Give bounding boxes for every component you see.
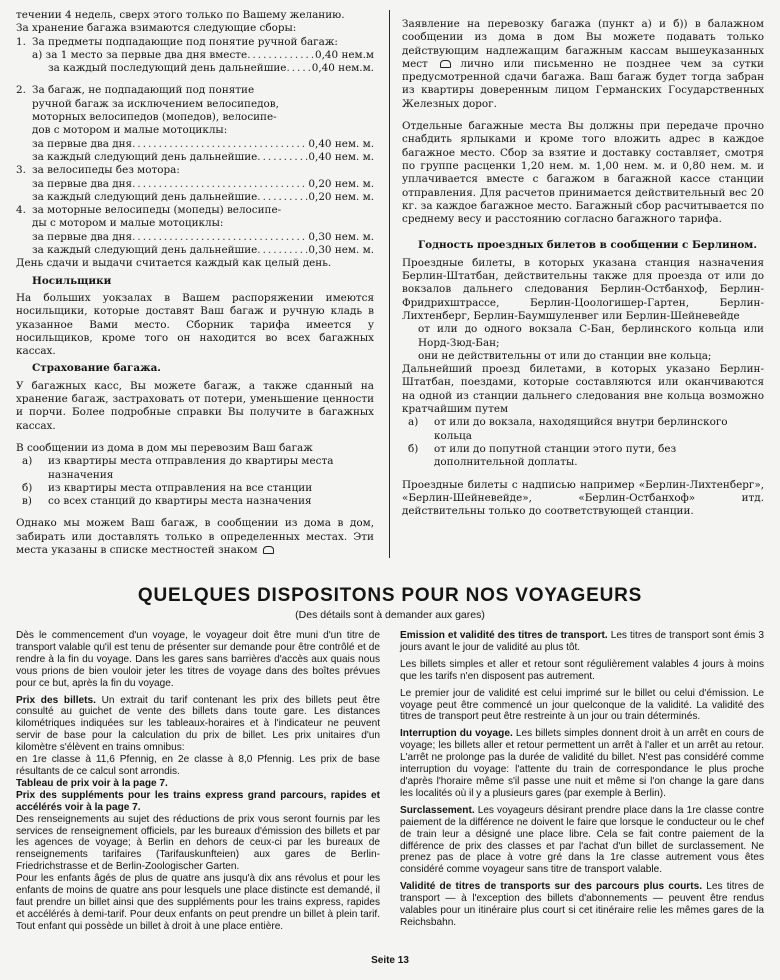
page-number: Seite 13	[371, 955, 409, 966]
luggage-application-text: Заявление на перевозку багажа (пункт а) и б)) в балажном сообщении из дома в дом Вы можете подавать только действующим надлежащим багажным кассам вышеуказанных мест лично или письменно не позднее чем за сутки предусмотренной сдачи багажа. Ваш багаж будет тогда забран из квартиры доверенным лицом Германских Государственных Железных дорог.	[402, 18, 764, 110]
berlin-tickets-heading: Годность проездных билетов в сообщении с Берлином.	[418, 239, 757, 252]
french-right-column	[400, 630, 764, 929]
fee-row: за каждый следующий день дальнейшие ..... 0,40 нем. м.	[32, 151, 374, 164]
fr-price-table-ref: Tableau de prix voir à la page 7.	[16, 777, 168, 789]
fee-row: за первые два дня ..... 0,30 нем. м.	[32, 231, 374, 244]
list-item: а) из квартиры места отправления до квартиры места назначения	[22, 455, 334, 481]
list-item: в) со всех станций до квартиры места назначения	[22, 495, 312, 508]
fr-children: Pour les enfants âgés de plus de quatre ans jusqu'à dix ans révolus et pour les enfants de moins de quatre ans pour lesquels une place distincte est demandé, il faut prendre un billet ainsi que des suppléments pour les trains express, rapides et accélérés à demi-tarif. Pour deux enfants on peut prendre un billet à plein tarif. Tout enfant qui possède un billet à droit à une place entière.	[16, 873, 380, 932]
fee-item-4: 4. за моторные велосипеды (мопеды) велосипе- ды с мотором и малые мотоциклы:	[16, 204, 282, 230]
station-symbol-icon	[263, 546, 274, 554]
transport-intro: В сообщении из дома в дом мы перевозим Ваш багаж	[16, 441, 313, 454]
fee-item-3: 3. за велосипеды без мотора:	[16, 164, 180, 177]
list-item: б) из квартиры места отправления на все станции	[22, 481, 313, 494]
insurance-heading: Страхование багажа.	[32, 362, 161, 375]
fee-row: за каждый следующий день дальнейшие ..... 0,30 нем. м.	[32, 244, 374, 257]
fee-row: за первые два дня ..... 0,20 нем. м.	[32, 178, 374, 191]
porters-heading: Носильщики	[32, 274, 112, 287]
fee-row: за каждый последующий день дальнейшие ..... 0,40 нем.м.	[32, 62, 374, 75]
berlin-ring-text: от или до одного вокзала С-Бан, берлинского кольца или Норд-Зюд-Бан;	[418, 323, 764, 349]
fees-intro: За хранение багажа взимаются следующие сборы:	[16, 22, 297, 35]
french-left-column	[16, 630, 380, 933]
fr-shorter-routes: Validité de titres de transports sur des parcours plus courts. Les titres de transport — à l'exception des billets d'abonnements — peuvent être rendus valables pour un itinéraire plus court si cet itinéraire relie les mêmes gares de la Reichsbahn.	[400, 881, 764, 928]
berlin-tickets-text: Проездные билеты, в которых указана станция назначения Берлин-Штатбан, действительны также для проезда от или до вокзалов дальнего следования Берлин-Остбанхоф, Берлин-Фридрихштрассе, Берлин-Цоологишер-Гартен, Берлин-Лихтенберг, Берлин-Баумшуленвег или Берлин-Шейневейде	[402, 256, 764, 322]
porters-text: На больших уокзалах в Вашем распоряжении имеются носильщики, которые доставят Ваш багаж и ручную кладь в указанное Вами место. Сборник тарифа имеется у носильщиков, кроме того он находится во всех багажных кассах.	[16, 291, 374, 358]
inscribed-tickets-text: Проездные билеты с надписью например «Берлин-Лихтенберг», «Берлин-Шейневейде», «Берлин-Остбанхоф» итд. действительны только до соответствующей станции.	[402, 478, 764, 518]
fr-reductions: Des renseignements au sujet des réductions de prix vous seront fournis par les services de renseignement officiels, par les bureaux d'émission des billets et par les agences de voyage; à Berlin en dehors de ceux-ci par les bureaux de renseignements tarifaires (Tarifauskunfteien) aux gares de Berlin-Friedrichstrasse et de Berlin-Zoologischer Garten.	[16, 813, 380, 873]
berlin-outside-text: они не действительны от или до станции вне кольца;	[418, 349, 712, 362]
fr-ticket-prices: Prix des billets. Un extrait du tarif contenant les prix des billets peut être consulté au guichet de vente des billets dans toute gare. Les distances kilométriques indiquées sur les tableaux-horaires et à l'indicateur ne peuvent servir de base pour la calculation du prix de billet. Les prix unitaires d'un kilomètre s'élèvent en trains omnibus:	[16, 694, 380, 754]
fee-item-1: 1. За предметы подпадающие под понятие ручной багаж:	[16, 35, 338, 48]
column-divider	[389, 10, 390, 558]
french-subtitle: (Des détails sont à demander aux gares)	[295, 609, 485, 621]
station-symbol-icon	[440, 60, 451, 68]
french-title: QUELQUES DISPOSITONS POUR NOS VOYAGEURS	[137, 585, 643, 606]
intro-text: течении 4 недель, сверх этого только по Вашему желанию.	[16, 9, 345, 21]
fee-row: за каждый следующий день дальнейшие ..... 0,20 нем. м.	[32, 191, 374, 204]
day-note: День сдачи и выдачи считается каждый как целый день.	[16, 257, 332, 270]
fr-interruption: Interruption du voyage. Les billets simples donnent droit à un arrêt en cours de voyage; les billets aller et retour permettent un arrêt à l'aller et un arrêt au retour. L'arrêt ne prolonge pas la durée de validité du billet. N'est pas considéré comme interruption du voyage: l'attente du train de correspondance le plus proche d'après l'horaire même s'il passe une nuit et même si l'on change la gare dans les localités où il y a plusieurs gares (par exemple à Berlin).	[400, 728, 764, 799]
fr-class-rates: en 1re classe à 11,6 Pfennig, en 2e classe à 8,0 Pfennig. Les prix de base résultants de ce calcul sont arrondis.	[16, 754, 380, 777]
russian-left-column	[16, 9, 374, 557]
insurance-text: У багажных касс, Вы можете багаж, а также сданный на хранение багаж, застраховать от потери, уменьшение ценности и порчи. Более подробные справки Вы получите в багажных кассах.	[16, 379, 374, 432]
fr-validity: Les billets simples et aller et retour sont régulièrement valables 4 jours à moins que les tarifs n'en disposent pas autrement.	[400, 658, 764, 682]
fr-upgrade: Surclassement. Les voyageurs désirant prendre place dans la 1re classe contre paiement de la différence ne doivent le faire que lorsque le conducteur ou le chef de train leur a désigné une place libre. Cela se fait contre paiement de la différence de prix des classes et par l'achat d'un billet de surclassement. Ne prenez pas de place à votre gré dans la 1re classe autrement vous êtes considéré comme voyageur sans titre de transport valable.	[400, 804, 764, 876]
russian-right-column	[402, 18, 764, 518]
fee-row: за первые два дня ..... 0,40 нем. м.	[32, 138, 374, 151]
luggage-labels-text: Отдельные багажные места Вы должны при передаче прочно снабдить ярлыками и кроме того вложить адрес в каждое багажное место. Сбор за взятие и доставку составляет, смотря по группе расценки 1,20 нем. м. 1,00 нем. м. и 0,80 нем. м. и уплачивается вместе с багажом в багажной кассе станции отправления. Для расчетов принимается действительный вес 20 кг. за каждое багажное место. Багажный сбор расчитывается по среднему весу и расстоянию согласно багажного тарифа.	[402, 120, 764, 226]
fr-supplements-ref: Prix des suppléments pour les trains express grand parcours, rapides et accélérés voir à la page 7.	[16, 789, 380, 813]
onward-travel-text: Дальнейший проезд билетами, в которых указано Берлин-Штатбан, поездами, которые составляются или оканчиваются на одной из станции дальнего следования вне кольца возможно кратчайшим путем	[402, 363, 764, 416]
fr-emission: Emission et validité des titres de transport. Les titres de transport sont émis 3 jours avant le jour de validité au plus tôt.	[400, 630, 764, 653]
fee-item-2: 2. За багаж, не подпадающий под понятие ручной багаж за исключением велосипедов, моторных велосипедов (мопедов), велосипе- дов с мотором и малые мотоциклы:	[16, 84, 279, 137]
fee-row: а) за 1 место за первые два дня вместе ..... 0,40 нем.м	[32, 49, 374, 62]
fr-intro: Dès le commencement d'un voyage, le voyageur doit être muni d'un titre de transport valable qu'il est tenu de présenter sur demande pour être contrôlé et de rendre à la fin du voyage. Dans les gares sans barrières d'accès aux quais nous vous prions de bien vouloir jeter les titres de voyage dans des boîtes prévues pour ce but, après la fin du voyage.	[16, 630, 380, 689]
list-item: а) от или до вокзала, находящийся внутри берлинского кольца	[408, 416, 728, 442]
list-item: б) от или до попутной станции этого пути, без дополнительной доплаты.	[408, 442, 677, 469]
fr-first-day: Le premier jour de validité est celui imprimé sur le billet ou celui d'émission. Le voyage peut être commencé un jour quelconque de la validité. La validité des titres de transport peut être restreinte à un jour ou train déterminés.	[400, 687, 764, 723]
closing-text: Однако мы можем Ваш багаж, в сообщении из дома в дом, забирать или доставлять только в определенных местах. Эти места указаны в списке местностей знаком	[16, 517, 374, 556]
